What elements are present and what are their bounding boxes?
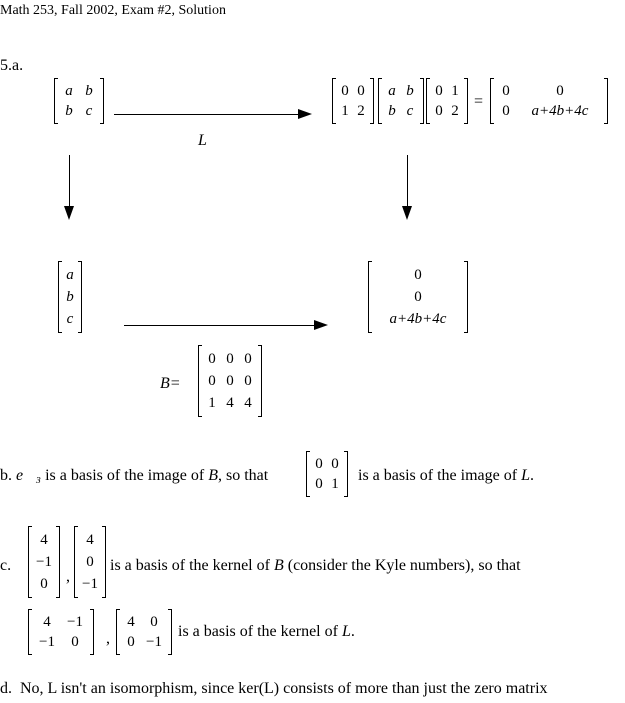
cell: 0	[150, 614, 158, 630]
basis-vector-e3: e⃗₃	[16, 467, 42, 484]
var-b: B	[208, 467, 218, 484]
cell: 0	[127, 634, 135, 650]
left-down-arrow-shaft	[69, 155, 70, 208]
kernel-vector-1	[28, 527, 60, 597]
cell: b	[388, 103, 396, 119]
right-down-arrow-head	[402, 206, 412, 220]
part-b-text-1	[0, 467, 268, 485]
image-vector	[368, 262, 468, 332]
cell: 0	[226, 351, 234, 367]
cell: 4	[86, 532, 94, 548]
cell: 0	[435, 103, 443, 119]
part-b-statement: is a basis of the image of	[45, 467, 205, 484]
cell: 0	[414, 289, 422, 305]
cell: 0	[40, 576, 48, 592]
var-l: L	[341, 623, 351, 640]
page-header: Math 253, Fall 2002, Exam #2, Solution	[0, 3, 226, 18]
comma: ,	[66, 568, 70, 585]
cell: 4	[43, 614, 51, 630]
cell: b	[65, 103, 73, 119]
cell: −1	[146, 634, 162, 650]
cell: −1	[36, 554, 52, 570]
cell: c	[85, 103, 93, 119]
b-matrix	[198, 346, 262, 416]
cell: c	[66, 311, 74, 327]
part-c-statement: is a basis of the kernel of	[110, 557, 270, 574]
cell: −1	[67, 614, 83, 630]
var-b: B	[273, 557, 284, 574]
cell: a	[66, 267, 74, 283]
b-arrow-shaft	[124, 325, 316, 326]
cell: b	[85, 83, 93, 99]
cell: a	[65, 83, 73, 99]
map-arrow-head	[298, 109, 312, 119]
source-matrix	[54, 79, 104, 123]
cell: 0	[208, 351, 216, 367]
cell: 1	[208, 395, 216, 411]
result-matrix	[490, 79, 608, 123]
cell: 0	[331, 456, 339, 472]
map-arrow-shaft	[114, 114, 300, 115]
part-b-label: b.	[0, 467, 12, 484]
part-d-text	[0, 680, 548, 698]
b-arrow-head	[314, 320, 328, 330]
cell: 0	[341, 83, 349, 99]
part-c-text-2	[178, 623, 355, 641]
map-label: L	[198, 132, 207, 149]
var-l: L	[521, 467, 530, 484]
part-b-so-that: , so that	[217, 467, 269, 484]
lhs-matrix-1	[332, 79, 374, 123]
kernel-vector-2	[74, 527, 106, 597]
cell: 0	[71, 634, 79, 650]
lhs-matrix-3	[426, 79, 468, 123]
b-matrix-label: B=	[160, 375, 181, 392]
kernel-matrix-2	[116, 610, 172, 654]
cell: 0	[435, 83, 443, 99]
cell: 4	[244, 395, 252, 411]
part-c-note: (consider the Kyle numbers), so that	[287, 557, 521, 574]
part-b-conclusion: is a basis of the image of	[358, 467, 518, 484]
period: .	[350, 623, 355, 640]
cell: a+4b+4c	[531, 103, 589, 119]
cell: 4	[40, 532, 48, 548]
part-d-statement: No, L isn't an isomorphism, since ker(L) consists of more than just the zero matrix	[20, 680, 548, 697]
cell: −1	[39, 634, 55, 650]
kernel-matrix-1	[28, 610, 94, 654]
period: .	[529, 467, 534, 484]
part-c-text-1	[110, 557, 521, 575]
cell: 1	[341, 103, 349, 119]
cell: −1	[82, 576, 98, 592]
cell: 0	[502, 103, 510, 119]
cell: c	[406, 103, 414, 119]
lhs-matrix-2	[378, 79, 424, 123]
left-down-arrow-head	[64, 206, 74, 220]
cell: b	[406, 83, 414, 99]
cell: 1	[331, 476, 339, 492]
cell: 4	[226, 395, 234, 411]
part-c-label: c.	[0, 557, 12, 574]
part-d-label: d.	[0, 680, 12, 697]
cell: 0	[414, 267, 422, 283]
cell: b	[66, 289, 74, 305]
cell: 0	[502, 83, 510, 99]
cell: 4	[127, 614, 135, 630]
cell: 0	[244, 351, 252, 367]
part-b-text-2	[358, 467, 534, 485]
part-c-conclusion: is a basis of the kernel of	[178, 623, 338, 640]
cell: 0	[315, 456, 323, 472]
cell: 0	[315, 476, 323, 492]
cell: 0	[357, 83, 365, 99]
right-down-arrow-shaft	[407, 155, 408, 208]
cell: 1	[451, 83, 459, 99]
cell: 0	[244, 373, 252, 389]
cell: 0	[556, 83, 564, 99]
cell: 0	[208, 373, 216, 389]
cell: a+4b+4c	[389, 311, 447, 327]
cell: 2	[451, 103, 459, 119]
comma: ,	[106, 630, 110, 647]
cell: a	[388, 83, 396, 99]
equals-sign: =	[474, 93, 484, 110]
image-basis-matrix	[306, 452, 348, 496]
cell: 0	[226, 373, 234, 389]
part-a-label: 5.a.	[0, 57, 24, 74]
coordinate-vector	[58, 262, 82, 332]
cell: 2	[357, 103, 365, 119]
cell: 0	[86, 554, 94, 570]
